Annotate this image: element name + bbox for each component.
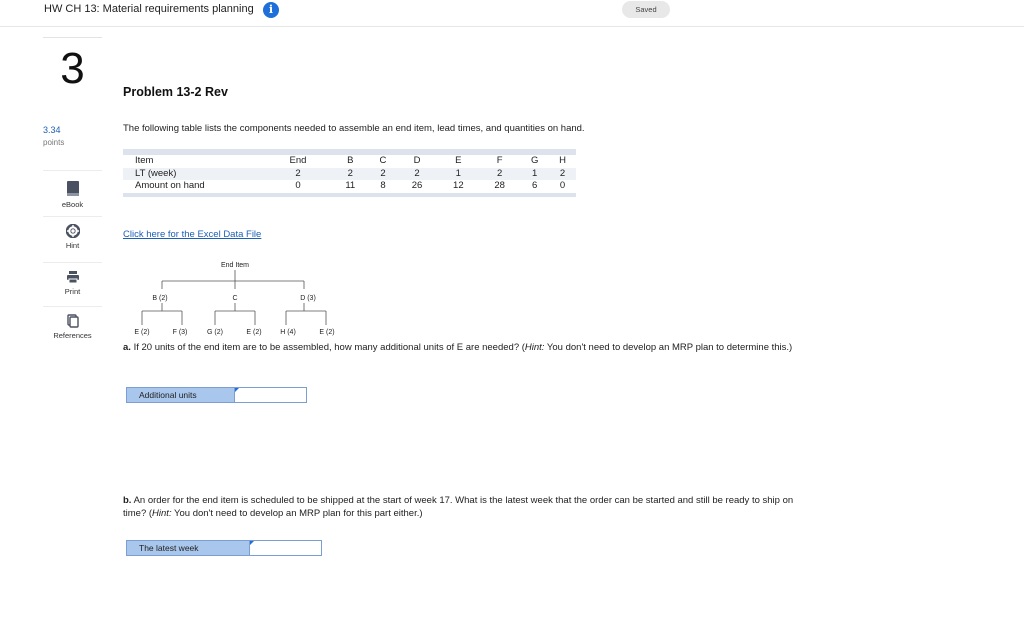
part-b-text-1: An order for the end item is scheduled to be shipped at the start of week 17. What is the latest week that the order can be started and still be ready to ship on time? ( [123,495,794,519]
table-cell: 2 [380,167,386,179]
points-value: 3.34 [43,125,61,135]
table-cell: 6 [532,180,538,192]
info-icon[interactable]: i [263,2,279,18]
ebook-button[interactable] [43,170,102,211]
table-cell: G [530,155,539,167]
tree-node-h: H (4) [280,329,296,336]
part-a-question [123,341,793,354]
additional-units-label: Additional units [126,387,235,403]
part-b-text-2: You don't need to develop an MRP plan for this part either.) [171,508,423,519]
tree-node-f: F (3) [172,329,188,336]
table-cell: D [413,155,421,167]
table-cell: LT (week) [135,167,177,179]
print-label: Print [64,287,81,296]
table-cell: 26 [411,180,423,192]
table-row [123,180,576,195]
product-structure-tree [120,255,350,339]
references-icon [66,314,80,328]
references-button[interactable] [43,306,102,347]
points-label: points [43,138,65,147]
tree-node-g: G (2) [207,329,223,336]
tree-node-e-under-c: E (2) [246,329,262,336]
table-cell: Amount on hand [135,180,205,192]
table-cell: 0 [559,180,566,192]
part-b-answer-row [126,540,322,556]
book-icon [66,180,80,197]
input-flag-icon [235,388,239,392]
hint-label: Hint [65,241,80,250]
table-row [123,168,576,181]
input-flag-icon [250,541,254,545]
part-a-text-2: You don't need to develop an MRP plan to determine this.) [544,342,793,353]
table-cell: 2 [559,167,566,179]
table-cell: Item [135,155,154,167]
table-cell: End [289,155,307,167]
lifebuoy-icon [66,224,80,238]
part-b-hint: Hint: [152,508,172,519]
tree-node-c: C [232,295,238,302]
tree-node-end-item: End Item [220,262,250,269]
table-cell: 0 [295,180,301,192]
question-number: 3 [60,44,85,93]
part-a-text-1: If 20 units of the end item are to be assembled, how many additional units of E are needed? ( [130,342,525,353]
table-cell: H [559,155,566,167]
table-cell: 8 [380,180,386,192]
latest-week-label: The latest week [126,540,250,556]
table-cell: B [347,155,354,167]
assignment-title: HW CH 13: Material requirements planning [44,3,254,15]
table-cell: 12 [453,180,464,192]
table-cell: 2 [496,167,503,179]
print-button[interactable] [43,262,102,303]
table-cell: 1 [455,167,461,179]
printer-icon [66,270,80,284]
tree-node-d: D (3) [300,295,316,302]
saved-status-badge: Saved [622,1,670,18]
table-cell: 2 [414,167,420,179]
table-cell: E [455,155,462,167]
table-cell: F [496,155,503,167]
tree-node-b: B (2) [152,295,168,302]
table-cell: 1 [532,167,538,179]
table-cell: 2 [295,167,301,179]
problem-title: Problem 13-2 Rev [123,85,228,99]
excel-data-file-link[interactable]: Click here for the Excel Data File [123,229,262,240]
table-cell: 11 [345,180,356,192]
table-header-row [123,152,576,168]
problem-intro: The following table lists the components needed to assemble an end item, lead times, and quantities on hand. [123,123,585,134]
part-a-label: a. [123,342,131,353]
components-table [123,149,576,197]
table-cell: 2 [347,167,353,179]
hint-button[interactable] [43,216,102,257]
additional-units-input[interactable] [234,387,307,403]
top-bar [0,0,1024,27]
references-label: References [53,331,92,340]
question-number-box [43,37,102,105]
part-b-label: b. [123,495,132,506]
table-cell: 28 [494,180,505,192]
part-a-answer-row [126,387,307,403]
part-b-question [123,494,803,520]
table-cell: C [379,155,387,167]
tree-node-e-under-b: E (2) [134,329,150,336]
tree-node-e-under-d: E (2) [319,329,335,336]
part-a-hint: Hint: [524,342,545,353]
latest-week-input[interactable] [249,540,322,556]
ebook-label: eBook [61,200,84,209]
